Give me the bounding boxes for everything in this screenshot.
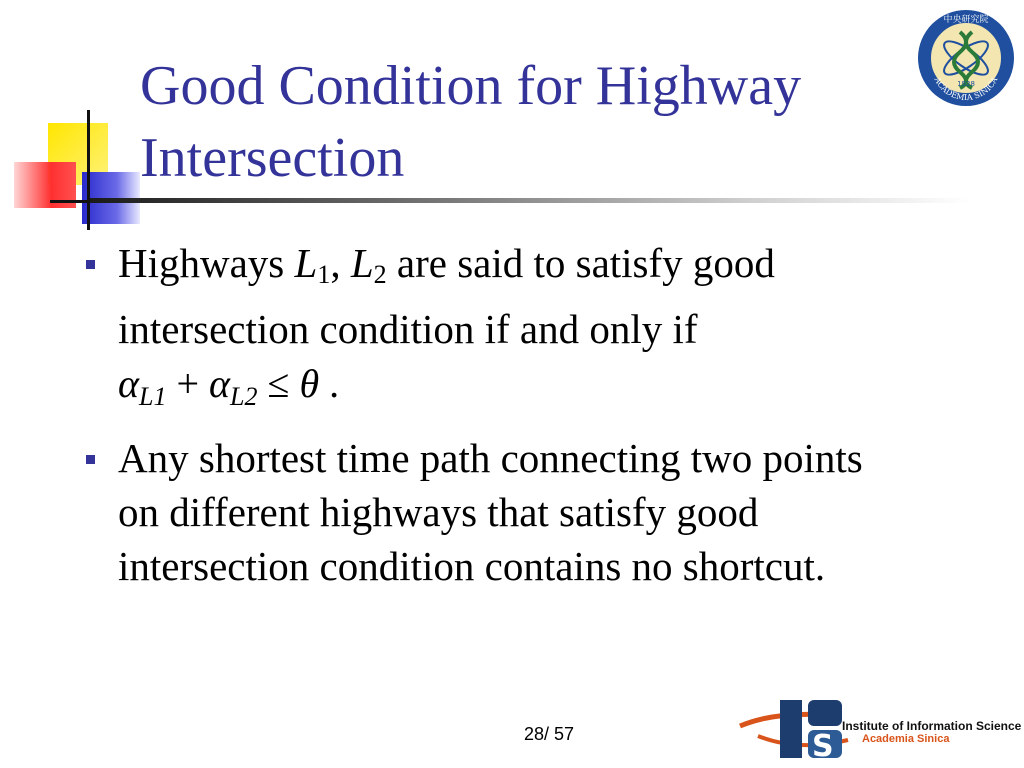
title-line-1: Good Condition for Highway — [140, 55, 802, 117]
var-L1: $L_1$ — [294, 240, 331, 289]
bullet-1-text-after: are said to satisfy good — [386, 240, 775, 286]
seal-year-text: 1928 — [957, 80, 975, 88]
decorative-horizontal-line — [50, 200, 90, 203]
title-line-2: Intersection — [140, 127, 405, 189]
seal-chinese-text: 中央研究院 — [943, 15, 989, 25]
bullet-2-line-1: Any shortest time path connecting two points — [118, 435, 863, 481]
logo-s-glyph: S — [812, 729, 834, 762]
bullet-square-icon — [86, 455, 95, 464]
seal-arc-text: ACADEMIA SINICA — [932, 75, 1000, 103]
bullet-1-line-1 — [118, 236, 976, 302]
decorative-vertical-line — [87, 110, 90, 230]
bullet-2-line-2: on different highways that satisfy good — [118, 489, 759, 535]
bullet-1-line-2: intersection condition if and only if — [118, 306, 698, 352]
iis-logo — [738, 696, 1022, 762]
bullet-list — [76, 236, 976, 599]
bullet-item-shortcut — [76, 431, 976, 593]
slide-title — [140, 50, 900, 194]
bullet-item-definition — [76, 236, 976, 425]
separator: , — [330, 240, 351, 286]
bullet-2-line-3: intersection condition contains no shortcut. — [118, 543, 826, 589]
logo-line-1: Institute of Information Science — [842, 719, 1022, 733]
bullet-1-text-before: Highways — [118, 240, 295, 286]
academia-sinica-seal-logo — [912, 8, 1020, 108]
condition-formula: $\alpha_{L1} + \alpha_{L2} \le \theta$ . — [118, 361, 340, 411]
logo-line-2: Academia Sinica — [862, 733, 950, 745]
title-underline-rule — [90, 198, 970, 203]
var-L2: $L_2$ — [350, 240, 387, 289]
page-number: 28/ 57 — [524, 724, 575, 744]
bullet-square-icon — [86, 260, 95, 269]
